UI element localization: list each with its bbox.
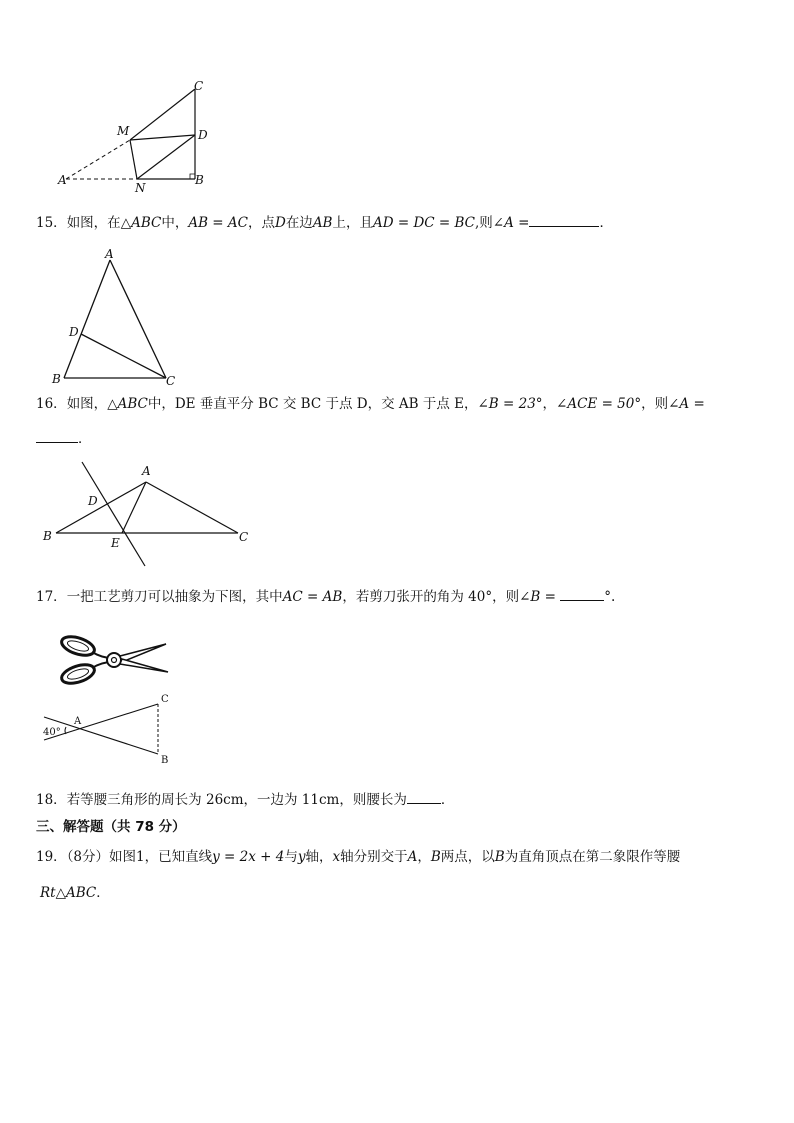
- question-16-line2: [36, 428, 92, 449]
- label-c: C: [239, 530, 249, 544]
- question-number: 18．: [36, 792, 67, 808]
- q19-point-b: B: [430, 849, 441, 865]
- line-dc: [81, 334, 166, 378]
- figure-q14: [50, 78, 220, 196]
- line-ac: [146, 482, 238, 533]
- q15-angle: ∠A =: [492, 215, 530, 231]
- question-15: [36, 212, 613, 233]
- line-mc: [130, 89, 195, 140]
- q15-end: ．: [599, 215, 613, 231]
- label-a: A: [58, 173, 67, 187]
- section-title: 三、解答题（共 78 分）: [36, 819, 186, 835]
- label-c: C: [161, 694, 169, 705]
- label-b: B: [52, 372, 61, 386]
- line-ba: [56, 482, 146, 533]
- scissors-icon: [56, 632, 172, 688]
- line-mn: [130, 140, 137, 179]
- q19-triangle: Rt△ABC: [40, 885, 97, 901]
- q15-text-a: 如图，在: [66, 215, 121, 231]
- label-a: A: [142, 464, 151, 478]
- q19-text-d: 轴分别交于: [340, 849, 408, 865]
- answer-blank[interactable]: [529, 212, 599, 227]
- q19-x-axis: x: [332, 849, 341, 865]
- q15-cond2: AD = DC = BC: [372, 215, 475, 231]
- q15-text-d: 在边: [285, 215, 313, 231]
- line-de-bisector: [82, 462, 145, 566]
- question-number: 19．: [36, 849, 67, 865]
- figure-q16: [38, 460, 258, 570]
- q19-text-b: 与: [284, 849, 298, 865]
- q19-point-a: A: [407, 849, 418, 865]
- label-b: B: [195, 173, 204, 187]
- q17-text-a: 一把工艺剪刀可以抽象为下图，其中: [66, 589, 283, 605]
- q15-cond1: AB = AC: [188, 215, 248, 231]
- q15-point: D: [274, 215, 286, 231]
- label-a: A: [74, 716, 82, 727]
- q16-end: ．: [78, 431, 92, 447]
- q15-side: AB: [312, 215, 333, 231]
- question-19: [36, 847, 680, 867]
- q19-end: ．: [96, 885, 110, 901]
- answer-blank[interactable]: [560, 586, 604, 601]
- label-angle-40: 40°: [43, 727, 61, 738]
- question-18: [36, 789, 454, 810]
- q19-text-e: 两点，以: [440, 849, 495, 865]
- q15-text-e: 上，且: [332, 215, 373, 231]
- label-d: D: [88, 494, 98, 508]
- line-ab: [64, 260, 110, 378]
- label-a: A: [105, 247, 114, 261]
- q19-point-b2: B: [494, 849, 505, 865]
- q16-angle-ace: ∠ACE = 50°: [556, 396, 642, 412]
- question-number: 16．: [36, 396, 67, 412]
- q15-triangle: △ABC: [120, 215, 162, 231]
- q18-text: 若等腰三角形的周长为 26cm，一边为 11cm，则腰长为: [66, 792, 407, 808]
- q16-text-c: ，则: [641, 396, 669, 412]
- question-16: [36, 394, 705, 414]
- q17-cond: AC = AB: [282, 589, 343, 605]
- answer-blank[interactable]: [36, 428, 78, 443]
- q17-text-b: ，若剪刀张开的角为 40°，则: [342, 589, 520, 605]
- q16-text-a: 如图，: [66, 396, 108, 412]
- q16-text-b: 中，DE 垂直平分 BC 交 BC 于点 D，交 AB 于点 E，: [147, 396, 478, 412]
- q19-text-c: 轴，: [305, 849, 333, 865]
- label-b: B: [43, 529, 52, 543]
- angle-arc: [65, 727, 66, 734]
- q15-text-f: ,则: [475, 215, 493, 231]
- q19-line-eq: y = 2x + 4: [212, 849, 285, 865]
- line-md: [130, 135, 195, 140]
- q19-y-axis: y: [297, 849, 306, 865]
- line-ae: [122, 482, 146, 533]
- q16-sep: ，: [542, 396, 557, 412]
- label-c: C: [166, 374, 176, 388]
- label-e: E: [111, 536, 120, 550]
- answer-blank[interactable]: [407, 789, 441, 804]
- label-c: C: [194, 79, 204, 93]
- question-number: 17．: [36, 589, 67, 605]
- q16-triangle: △ABC: [107, 396, 148, 412]
- question-19-line2: [40, 883, 110, 903]
- q19-comma: ，: [417, 849, 431, 865]
- label-d: D: [198, 128, 208, 142]
- q17-angle: ∠B =: [519, 589, 556, 605]
- question-17: [36, 586, 615, 607]
- line-ac-dashed: [66, 140, 130, 179]
- label-b: B: [161, 755, 169, 766]
- q15-text-b: 中，: [161, 215, 189, 231]
- q16-angle-b: ∠B = 23°: [477, 396, 543, 412]
- q15-text-c: ，点: [247, 215, 275, 231]
- q17-end: °.: [604, 589, 616, 605]
- q19-text-a: 如图1，已知直线: [109, 849, 213, 865]
- q19-text-f: 为直角顶点在第二象限作等腰: [504, 849, 681, 865]
- label-n: N: [135, 181, 146, 195]
- q19-points: （8分）: [66, 849, 110, 865]
- label-d: D: [69, 325, 79, 339]
- figure-q17: [40, 694, 190, 770]
- figure-q15: [44, 246, 194, 388]
- q18-end: ．: [440, 792, 455, 808]
- line-nd: [137, 135, 195, 179]
- label-m: M: [117, 124, 130, 138]
- question-number: 15．: [36, 215, 67, 231]
- q16-angle-a: ∠A =: [668, 396, 705, 412]
- line-ac: [110, 260, 166, 378]
